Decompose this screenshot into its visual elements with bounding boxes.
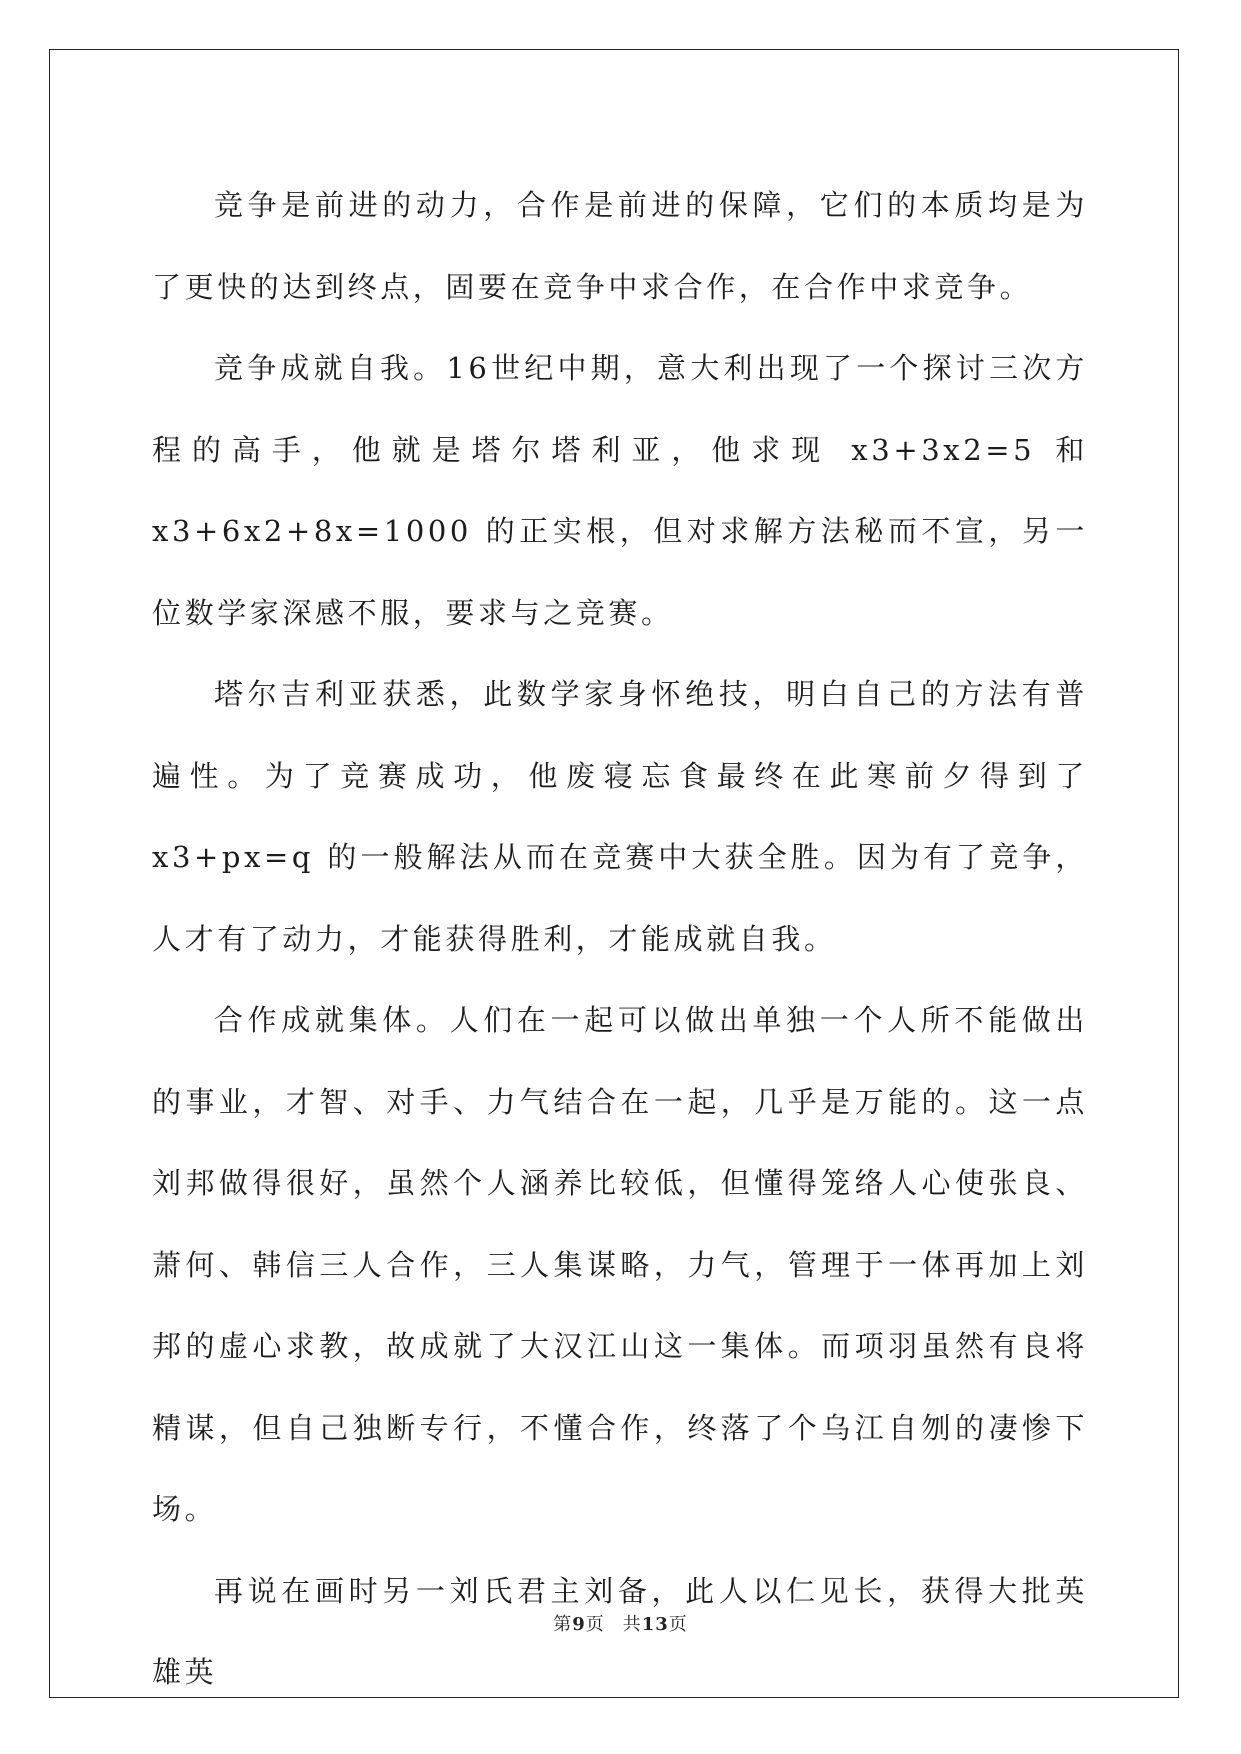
paragraph: 合作成就集体。人们在一起可以做出单独一个人所不能做出的事业，才智、对手、力气结合在一起，几乎是万能的。这一点刘邦做得很好，虽然个人涵养比较低，但懂得笼络人心使张良、萧何、韩信三人合作，三人集谋略，力气，管理于一体再加上刘邦的虚心求教，故成就了大汉江山这一集体。而项羽虽然有良将精谋，但自己独断专行，不懂合作，终落了个乌江自刎的凄惨下场。 (152, 1003, 1088, 1526)
paragraph: 再说在画时另一刘氏君主刘备，此人以仁见长，获得大批英雄英 (152, 1573, 1088, 1689)
page-suffix: 页 (585, 1614, 605, 1635)
page-footer (0, 1610, 1241, 1636)
current-page-number: 9 (572, 1614, 586, 1635)
total-pages-number: 13 (641, 1614, 669, 1635)
paragraph: 竞争成就自我。16世纪中期，意大利出现了一个探讨三次方程的高手，他就是塔尔塔利亚，他求现 x3+3x2=5 和 x3+6x2+8x=1000 的正实根，但对求解方法秘而不宣，另一位数学家深感不服，要求与之竞赛。 (152, 351, 1088, 630)
paragraph: 竞争是前进的动力，合作是前进的保障，它们的本质均是为了更快的达到终点，固要在竞争中求合作，在合作中求竞争。 (152, 188, 1088, 304)
total-prefix: 共 (622, 1614, 642, 1635)
total-suffix: 页 (668, 1614, 688, 1635)
page-prefix: 第 (553, 1614, 573, 1635)
document-body (152, 165, 1088, 1714)
paragraph: 塔尔吉利亚获悉，此数学家身怀绝技，明白自己的方法有普遍性。为了竞赛成功，他废寝忘食最终在此寒前夕得到了 x3+px=q 的一般解法从而在竞赛中大获全胜。因为有了竞争，人才有了动力，才能获得胜利，才能成就自我。 (152, 677, 1088, 956)
